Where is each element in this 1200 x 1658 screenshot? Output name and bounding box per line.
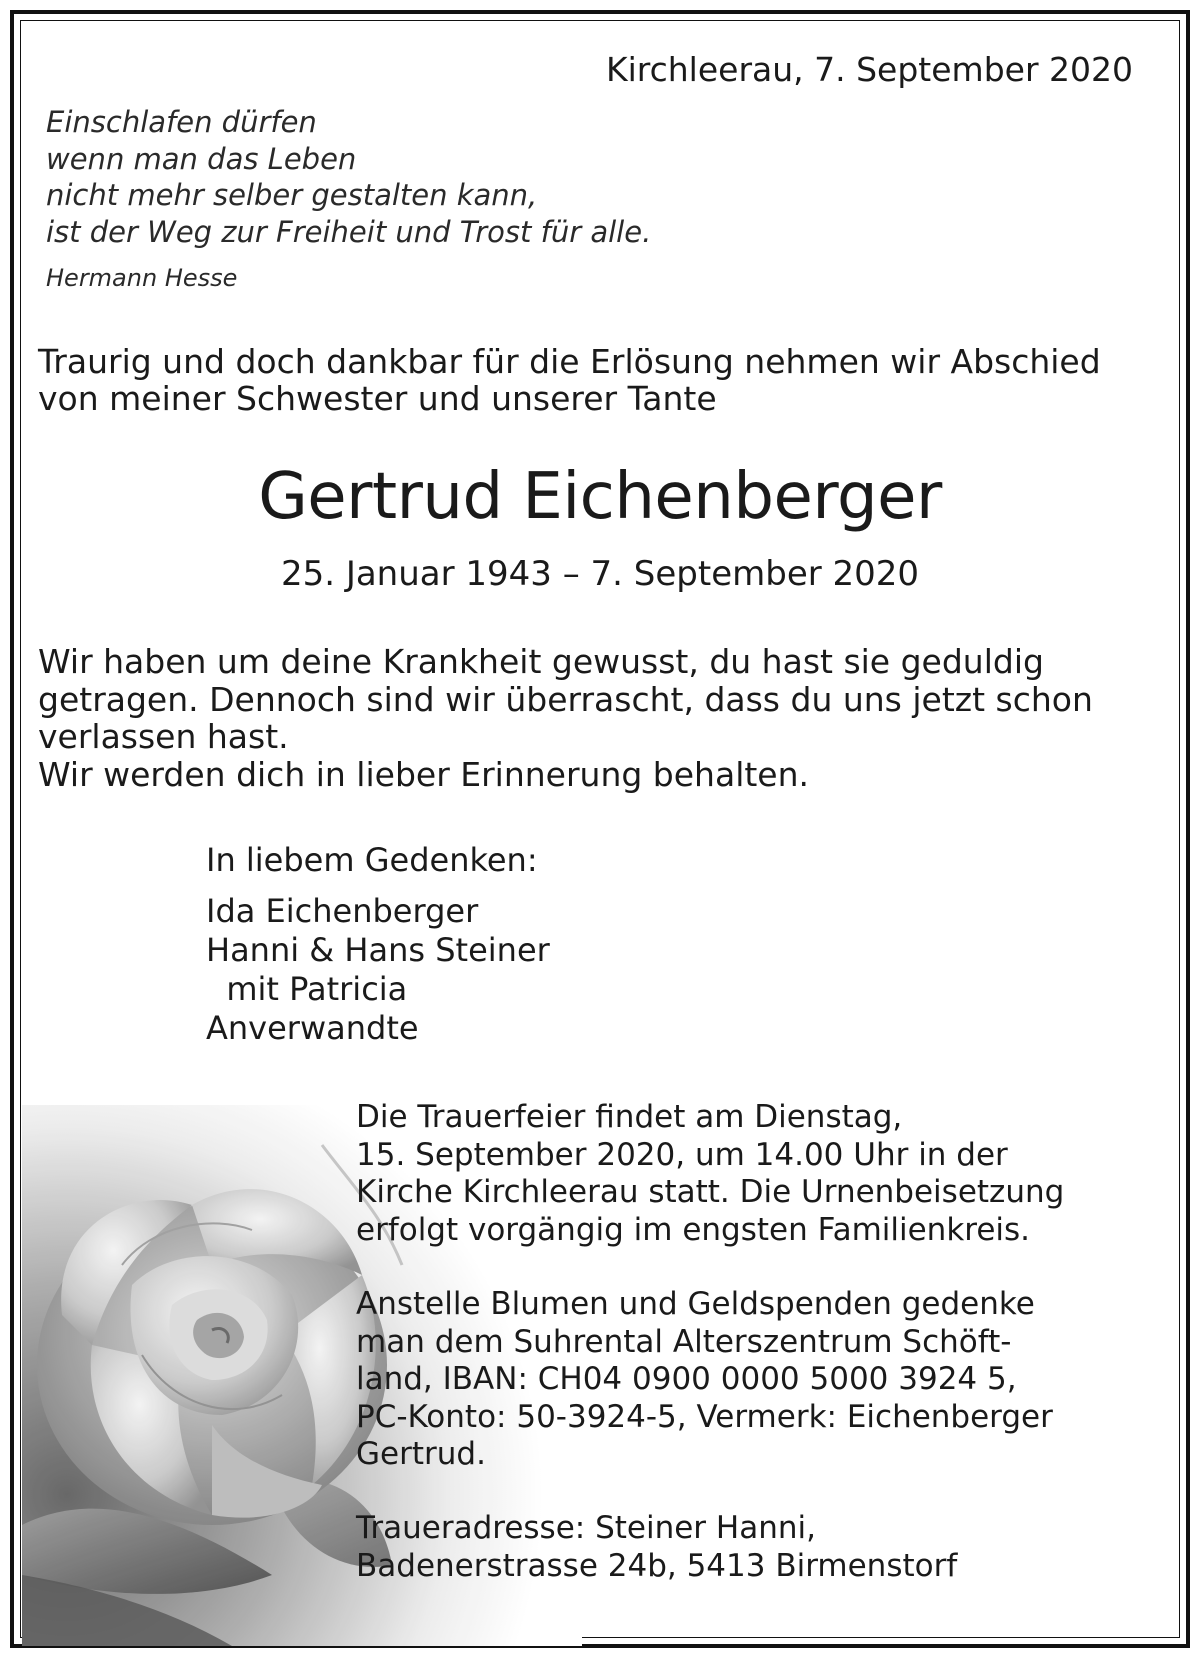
mourner-name: mit Patricia — [206, 970, 408, 1008]
poem — [46, 104, 651, 250]
deceased-name: Gertrud Eichenberger — [258, 460, 942, 534]
message-line: Wir haben um deine Krankheit gewusst, du hast sie geduldig — [38, 642, 1044, 681]
poem-author: Hermann Hesse — [46, 264, 238, 292]
donation-line: Anstelle Blumen und Geldspenden gedenke — [356, 1286, 1035, 1322]
memory-title: In liebem Gedenken: — [206, 841, 538, 879]
intro-line: Traurig und doch dankbar für die Erlösung nehmen wir Abschied — [38, 342, 1101, 381]
donation-info — [356, 1286, 1053, 1474]
mourner-name: Anverwandte — [206, 1009, 419, 1047]
intro-text — [38, 343, 1101, 417]
message-line: verlassen hast. — [38, 717, 289, 756]
message-text — [38, 643, 1093, 793]
ceremony-line: Die Trauerfeier findet am Dienstag, — [356, 1099, 903, 1135]
poem-line: nicht mehr selber gestalten kann, — [46, 178, 538, 212]
message-line: Wir werden dich in lieber Erinnerung behalten. — [38, 754, 810, 794]
poem-line: Einschlafen dürfen — [46, 105, 317, 139]
ceremony-line: 15. September 2020, um 14.00 Uhr in der — [356, 1136, 1008, 1173]
donation-line: Gertrud. — [356, 1436, 486, 1472]
donation-line: man dem Suhrental Alterszentrum Schöft- — [356, 1323, 1012, 1360]
life-dates: 25. Januar 1943 – 7. September 2020 — [280, 554, 920, 594]
ceremony-line: erfolgt vorgängig im engsten Familienkreis. — [356, 1211, 1031, 1248]
mourners-list — [206, 892, 550, 1048]
poem-line: ist der Weg zur Freiheit und Trost für alle. — [46, 214, 652, 249]
address-line: Traueradresse: Steiner Hanni, — [356, 1510, 816, 1546]
ceremony-line: Kirche Kirchleerau statt. Die Urnenbeisetzung — [356, 1174, 1065, 1210]
ceremony-info — [356, 1099, 1064, 1249]
message-line: getragen. Dennoch sind wir überrascht, dass du uns jetzt schon — [38, 679, 1093, 719]
place-date: Kirchleerau, 7. September 2020 — [605, 50, 1133, 89]
poem-line: wenn man das Leben — [46, 141, 357, 176]
intro-line: von meiner Schwester und unserer Tante — [38, 379, 717, 418]
donation-line: land, IBAN: CH04 0900 0000 5000 3924 5, — [356, 1361, 1017, 1397]
donation-line: PC-Konto: 50-3924-5, Vermerk: Eichenberger — [356, 1398, 1053, 1435]
mourner-name: Hanni & Hans Steiner — [206, 931, 550, 969]
address-line: Badenerstrasse 24b, 5413 Birmenstorf — [356, 1547, 958, 1584]
mourner-name: Ida Eichenberger — [206, 892, 479, 930]
mourning-address — [356, 1510, 957, 1585]
